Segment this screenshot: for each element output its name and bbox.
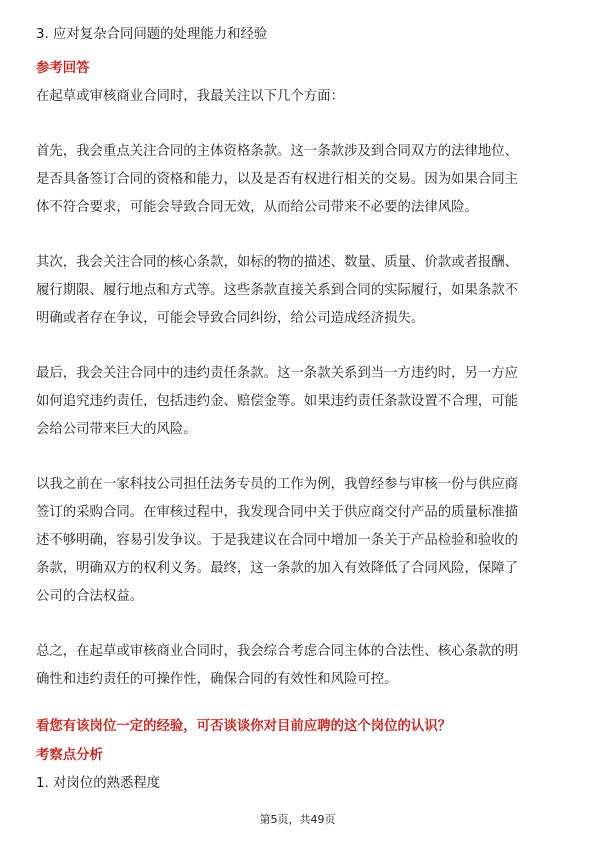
paragraph-line: 最后，我会关注合同中的违约责任条款。这一条款关系到当一方违约时，另一方应 bbox=[36, 366, 519, 381]
paragraph-line: 签订的采购合同。在审核过程中，我发现合同中关于供应商交付产品的质量标准描 bbox=[36, 505, 519, 520]
paragraph-line: 会给公司带来巨大的风险。 bbox=[36, 422, 197, 437]
paragraph-line: 履行期限、履行地点和方式等。这些条款直接关系到合同的实际履行，如果条款不 bbox=[36, 283, 519, 298]
next-question: 看您有该岗位一定的经验，可否谈谈你对目前应聘的这个岗位的认识？ bbox=[36, 719, 452, 734]
paragraph-line: 是否具备签订合同的资格和能力，以及是否有权进行相关的交易。因为如果合同主 bbox=[36, 172, 519, 187]
paragraph-line: 体不符合要求，可能会导致合同无效，从而给公司带来不必要的法律风险。 bbox=[36, 200, 478, 215]
paragraph-intro: 在起草或审核商业合同时，我最关注以下几个方面： bbox=[36, 89, 344, 104]
paragraph-line: 条款，明确双方的权利义务。最终，这一条款的加入有效降低了合同风险，保障了 bbox=[36, 561, 519, 576]
analysis-label: 考察点分析 bbox=[36, 748, 103, 763]
paragraph-line: 述不够明确，容易引发争议。于是我建议在合同中增加一条关于产品检验和验收的 bbox=[36, 533, 519, 548]
page-footer: 第5页，共49页 bbox=[259, 813, 336, 826]
paragraph-line: 明确或者存在争议，可能会导致合同纠纷，给公司造成经济损失。 bbox=[36, 311, 425, 326]
paragraph-line: 如何追究违约责任，包括违约金、赔偿金等。如果违约责任条款设置不合理，可能 bbox=[36, 394, 519, 409]
paragraph-line: 以我之前在一家科技公司担任法务专员的工作为例，我曾经参与审核一份与供应商 bbox=[36, 477, 519, 492]
paragraph-line: 总之，在起草或审核商业合同时，我会综合考虑合同主体的合法性、核心条款的明 bbox=[36, 644, 519, 659]
paragraph-line: 首先，我会重点关注合同的主体资格条款。这一条款涉及到合同双方的法律地位、 bbox=[36, 144, 519, 159]
question-heading: 3. 应对复杂合同问题的处理能力和经验 bbox=[36, 27, 268, 42]
reference-answer-label: 参考回答 bbox=[36, 61, 90, 76]
paragraph-line: 公司的合法权益。 bbox=[36, 589, 144, 604]
paragraph-line: 其次，我会关注合同的核心条款，如标的物的描述、数量、质量、价款或者报酬、 bbox=[36, 255, 519, 270]
paragraph-line: 确性和违约责任的可操作性，确保合同的有效性和风险可控。 bbox=[36, 672, 398, 687]
analysis-item: 1. 对岗位的熟悉程度 bbox=[36, 776, 161, 791]
